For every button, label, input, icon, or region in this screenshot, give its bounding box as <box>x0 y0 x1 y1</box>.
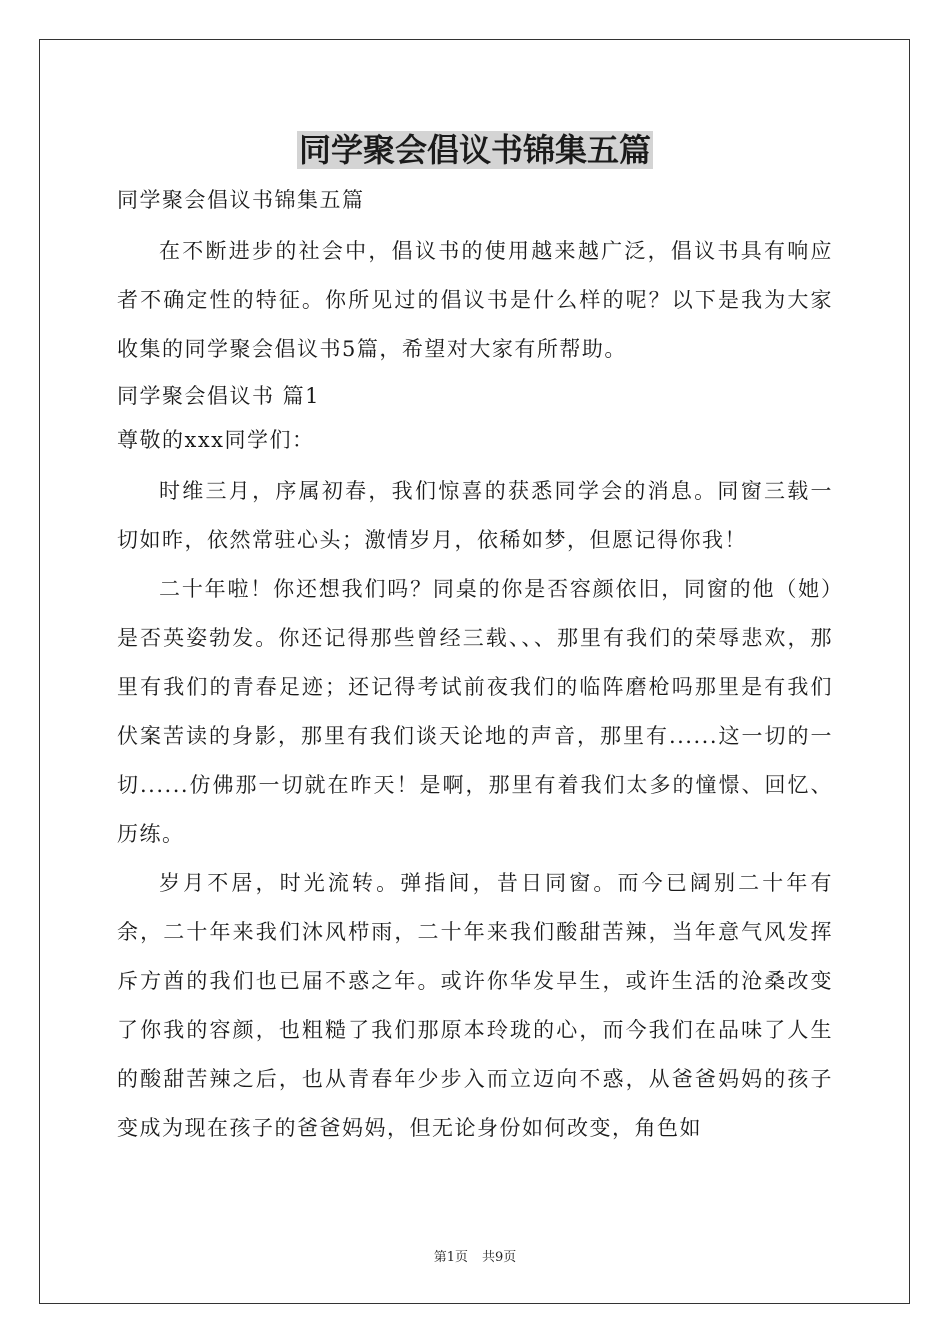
intro-paragraph: 在不断进步的社会中，倡议书的使用越来越广泛，倡议书具有响应者不确定性的特征。你所见过的倡议书是什么样的呢？以下是我为大家收集的同学聚会倡议书5篇，希望对大家有所帮助。 <box>117 239 833 361</box>
body-paragraph: 岁月不居，时光流转。弹指间，昔日同窗。而今已阔别二十年有余，二十年来我们沐风栉雨，二十年来我们酸甜苦辣，当年意气风发挥斥方酋的我们也已届不惑之年。或许你华发早生，或许生活的沧桑改变了你我的容颜，也粗糙了我们那原本玲珑的心，而今我们在品味了人生的酸甜苦辣之后，也从青春年少步入而立迈向不惑，从爸爸妈妈的孩子变成为现在孩子的爸爸妈妈，但无论身份如何改变，角色如 <box>117 871 833 1140</box>
subtitle-paragraph: 同学聚会倡议书锦集五篇 <box>117 188 365 212</box>
document-title-text: 同学聚会倡议书锦集五篇 <box>298 131 651 169</box>
page-number: 第1页 <box>433 1250 468 1265</box>
salutation: 尊敬的xxx同学们： <box>117 428 315 452</box>
section-heading: 同学聚会倡议书 篇1 <box>117 384 321 408</box>
page-footer <box>0 1246 950 1265</box>
document-title <box>0 128 950 172</box>
body-paragraph: 时维三月，序属初春，我们惊喜的获悉同学会的消息。同窗三载一切如昨，依然常驻心头；激情岁月，依稀如梦，但愿记得你我！ <box>117 479 833 552</box>
page-total: 共9页 <box>482 1250 517 1265</box>
document-body <box>117 178 833 1153</box>
body-paragraph: 二十年啦！你还想我们吗？同桌的你是否容颜依旧，同窗的他（她）是否英姿勃发。你还记得那些曾经三载、、、那里有我们的荣辱悲欢，那里有我们的青春足迹；还记得考试前夜我们的临阵磨枪吗那里是有我们伏案苦读的身影，那里有我们谈天论地的声音，那里有......这一切的一切......仿佛那一切就在昨天！是啊，那里有着我们太多的憧憬、回忆、历练。 <box>117 577 833 846</box>
